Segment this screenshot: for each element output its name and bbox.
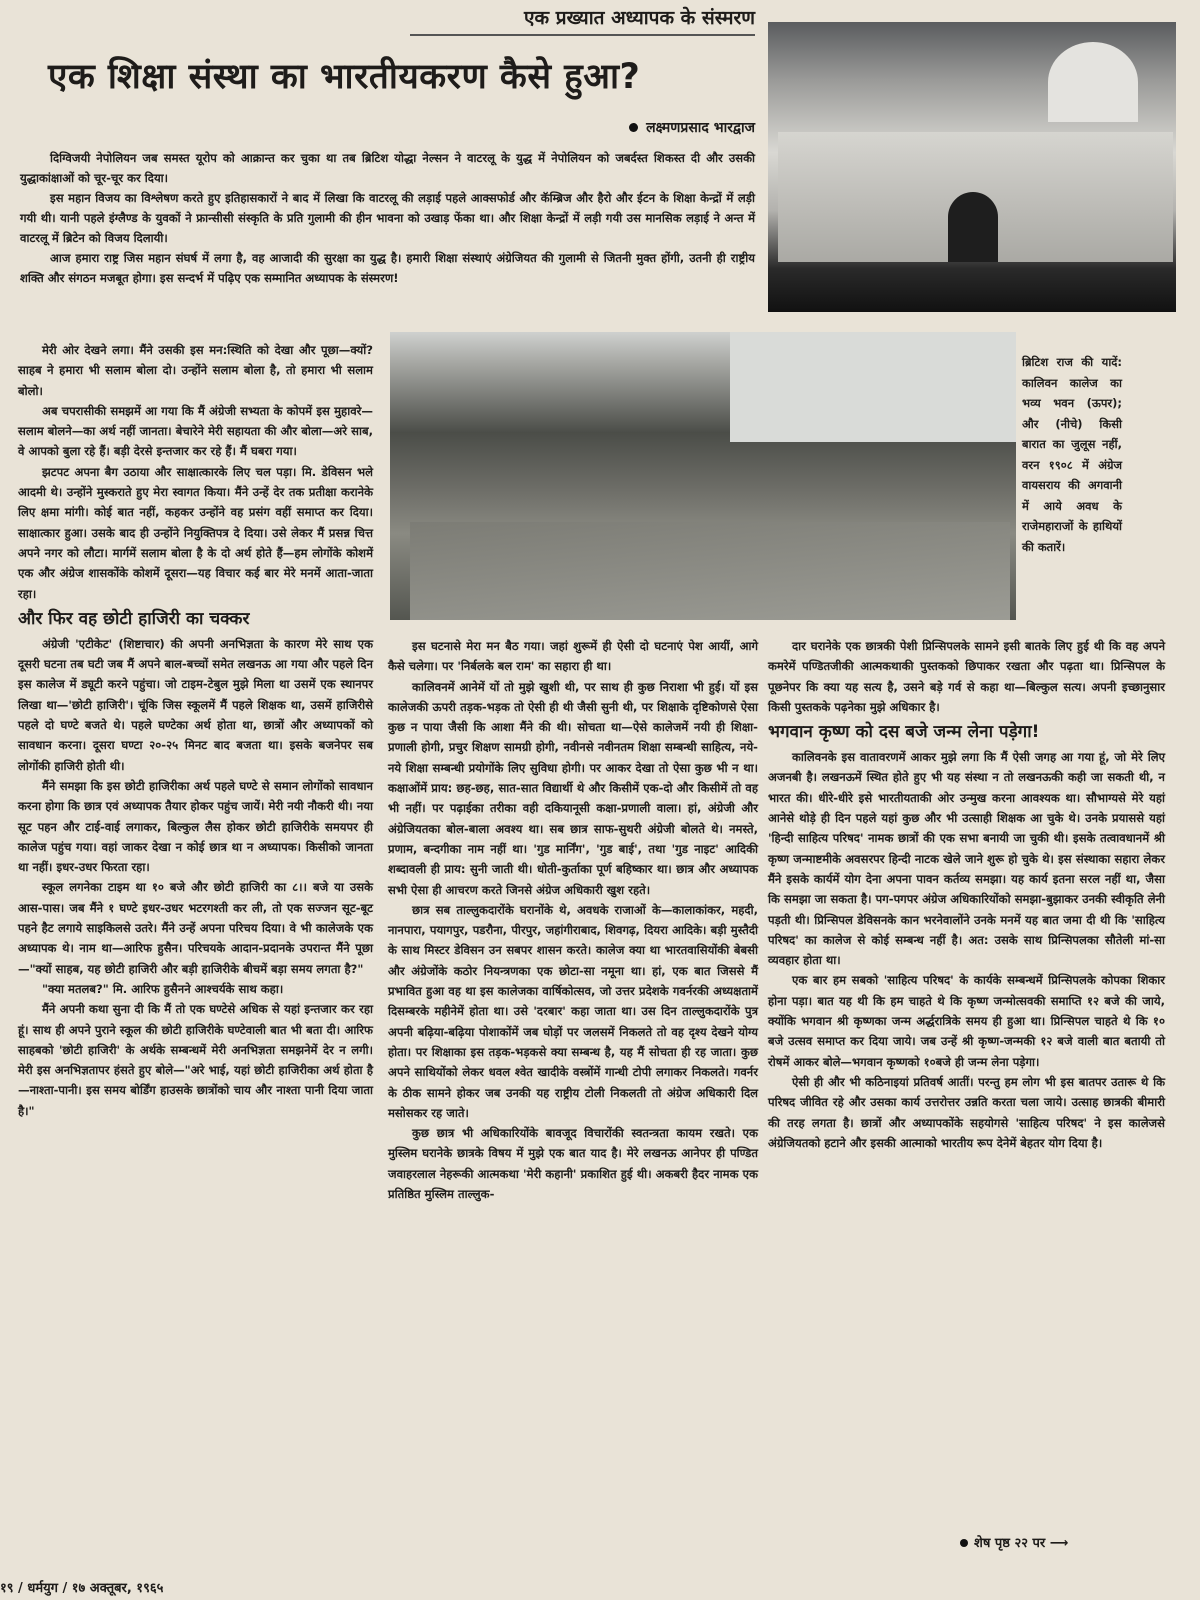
arrow-right-icon: ⟶ bbox=[1049, 1536, 1069, 1551]
body-paragraph: मैंने अपनी कथा सुना दी कि मैं तो एक घण्टेसे अधिक से यहां इन्तजार कर रहा हूं। साथ ही अपने पुराने स्कूल की छोटी हाजिरीके घण्टेवाली बात भी बता दी। आरिफ साहबको 'छोटी हाजिरी' के अर्थके सम्बन्धमें मेरी अनभिज्ञता समझनेमें देर न लगी। मेरी इस अनभिज्ञतापर हंसते हुए बोले—"अरे भाई, यहां छोटी हाजिरीका अर्थ होता है—नाश्ता-पानी। इस समय बोर्डिंग हाउसके छात्रोंको चाय और नाश्ता पानी दिया जाता है।" bbox=[18, 1002, 373, 1118]
body-paragraph: ऐसी ही और भी कठिनाइयां प्रतिवर्ष आतीं। परन्तु हम लोग भी इस बातपर उतारू थे कि परिषद जीवित रहे और उसका कार्य उत्तरोत्तर उन्नति करता चला जाये। उत्साह छात्रकी बीमारी की तरह लगता है। छात्रों और अध्यापकोंके सहयोगसे 'साहित्य परिषद' ने इस कालेजसे अंग्रेजियतको हटाने और इसकी आत्माको भारतीय रूप देनेमें बेहतर योग दिया है। bbox=[768, 1074, 1165, 1150]
article-intro bbox=[20, 148, 755, 288]
photo-arch bbox=[948, 192, 998, 262]
body-paragraph: छात्र सब ताल्लुकदारोंके घरानोंके थे, अवधके राजाओं के—कालाकांकर, महदी, नानपारा, पयागपुर, पडरौना, पीरपुर, जहांगीराबाद, शिवगढ़, दियरा आदिके। बड़ी मुस्तैदी के साथ मिस्टर डेविसन उन सबपर शासन करते। कालेज क्या था भारतवासियोंकी बेबसी और अंग्रेजोंके कठोर नियन्त्रणका एक छोटा-सा नमूना था। हां, एक बात जिससे मैं प्रभावित हुआ वह था इस कालेजका वार्षिकोत्सव, जो उत्तर प्रदेशके गवर्नरकी अध्यक्षतामें दिसम्बरके महीनेमें होता था। उसे 'दरबार' कहा जाता था। उस दिन ताल्लुकदारोंके पुत्र अपनी बढ़िया-बढ़िया पोशाकोंमें जब घोड़ों पर जलसमें निकलते तो वह दृश्य देखने योग्य होता। पर शिक्षाका इस तड़क-भड़कसे क्या सम्बन्ध है, यह मैं सोचता ही रह जाता। कुछ अपने साथियोंको लेकर धवल श्वेत खादीके वस्त्रोंमें गान्धी टोपी लगाकर निकलते। गवर्नर के ठीक सामने होकर जब उनकी यह राष्ट्रीय टोली निकलती तो अंग्रेज अधिकारी दिल मसोसकर रह जाते। bbox=[388, 902, 758, 1120]
bullet-icon bbox=[960, 1539, 968, 1547]
body-paragraph: दार घरानेके एक छात्रकी पेशी प्रिन्सिपलके सामने इसी बातके लिए हुई थी कि वह अपने कमरेमें पण्डितजीकी आत्मकथाकी पुस्तकको छिपाकर रखता और पढ़ता था। प्रिन्सिपल के पूछनेपर कि क्या यह सत्य है, उसने बड़े गर्व से कहा था—बिल्कुल सत्य। अपनी इच्छानुसार किसी पुस्तकके पढ़नेका मुझे अधिकार है। bbox=[768, 639, 1165, 714]
body-paragraph: कुछ छात्र भी अधिकारियोंके बावजूद विचारोंकी स्वतन्त्रता कायम रखते। एक मुस्लिम घरानेके छात्रके विषय में मुझे एक बात याद है। मेरे लखनऊ आनेपर ही पण्डित जवाहरलाल नेहरूकी आत्मकथा 'मेरी कहानी' प्रकाशित हुई थी। अकबरी हैदर नामक एक प्रतिष्ठित मुस्लिम ताल्लुक- bbox=[388, 1126, 758, 1202]
body-paragraph: झटपट अपना बैग उठाया और साक्षात्कारके लिए चल पड़ा। मि. डेविसन भले आदमी थे। उन्होंने मुस्कराते हुए मेरा स्वागत किया। मैंने उन्हें देर तक प्रतीक्षा करानेके लिए क्षमा मांगी। कोई बात नहीं, कहकर उन्होंने वह प्रसंग वहीं समाप्त कर दिया। साक्षात्कार हुआ। उसके बाद ही उन्होंने नियुक्तिपत्र दे दिया। उसे लेकर मैं प्रसन्न चित्त अपने नगर को लौटा। मार्गमें सलाम बोला है के दो अर्थ होते हैं—हम लोगोंके कोशमें एक और अंग्रेज शासकोंके कोशमें दूसरा—यह विचार कई बार मेरे मनमें आता-जाता रहा। bbox=[18, 464, 373, 601]
body-paragraph: स्कूल लगनेका टाइम था १० बजे और छोटी हाजिरी का ८।। बजे या उसके आस-पास। जब मैंने १ घण्टे इधर-उधर भटरगश्ती कर ली, तो एक सज्जन सूट-बूट पहने हैट लगाये साइकिलसे उतरे। मैंने उन्हें अपना परिचय दिया। वे भी कालेजके एक अध्यापक थे। नाम था—आरिफ हुसैन। परिचयके आदान-प्रदानके उपरान्त मैंने पूछा—"क्यों साहब, यह छोटी हाजिरी और बड़ी हाजिरीके बीचमें बड़ा समय लगता है?" bbox=[18, 880, 373, 976]
bullet-icon bbox=[629, 123, 638, 132]
body-paragraph: "क्या मतलब?" मि. आरिफ हुसैनने आश्चर्यके साथ कहा। bbox=[42, 981, 284, 996]
body-paragraph: मेरी ओर देखने लगा। मैंने उसकी इस मन:स्थिति को देखा और पूछा—क्यों? साहब ने हमारा भी सलाम बोला दो। उन्होंने सलाम बोला है, तो हमारा भी सलाम बोलो। bbox=[18, 343, 373, 398]
article-title: एक शिक्षा संस्था का भारतीयकरण कैसे हुआ? bbox=[48, 57, 641, 97]
body-paragraph: अब चपरासीकी समझमें आ गया कि मैं अंग्रेजी सभ्यता के कोपमें इस मुहावरे—सलाम बोलने—का अर्थ नहीं जानता। बेचारेने मेरी सहायता की और बोला—अरे साब, वे आपको बुला रहे हैं। बड़ी देरसे इन्तजार कर रहे हैं। मैं घबरा गया। bbox=[18, 403, 373, 459]
continued-text: शेष पृष्ठ २२ पर bbox=[974, 1536, 1046, 1551]
column-right bbox=[768, 636, 1165, 1153]
body-paragraph: इस घटनासे मेरा मन बैठ गया। जहां शुरूमें ही ऐसी दो घटनाएं पेश आयीं, आगे कैसे चलेगा। पर 'निर्बलके बल राम' का सहारा ही था। bbox=[388, 639, 758, 674]
body-paragraph: अंग्रेजी 'एटीकेट' (शिष्टाचार) की अपनी अनभिज्ञता के कारण मेरे साथ एक दूसरी घटना तब घटी जब मैं अपने बाल-बच्चों समेत लखनऊ आ गया और पहले दिन इस कालेज में ड्यूटी करने पहुंचा। जो टाइम-टेबुल मुझे मिला था उसमें एक स्थानपर लिखा था—'छोटी हाजिरी'। चूंकि जिस स्कूलमें मैं पहले शिक्षक था, उसमें हाजिरीसे पहले दो घण्टे बजते थे। पहले घण्टेका अर्थ होता था, छात्रों और अध्यापकों को सावधान करना। दूसरा घण्टा २०-२५ मिनट बाद बजता था। इसके बजनेपर सब लोगोंकी हाजिरी होती थी। bbox=[18, 636, 373, 773]
section-heading: भगवान कृष्ण को दस बजे जन्म लेना पड़ेगा! bbox=[768, 722, 1040, 743]
college-building-photo bbox=[768, 22, 1176, 312]
continued-note bbox=[960, 1533, 1068, 1551]
intro-paragraph: दिग्विजयी नेपोलियन जब समस्त यूरोप को आक्रान्त कर चुका था तब ब्रिटिश योद्धा नेल्सन ने वाटरलू के युद्ध में नेपोलियन को जबर्दस्त शिकस्त दी और उसकी युद्धाकांक्षाओं को चूर-चूर कर दिया। bbox=[20, 151, 755, 185]
intro-paragraph: आज हमारा राष्ट्र जिस महान संघर्ष में लगा है, वह आजादी की सुरक्षा का युद्ध है। हमारी शिक्षा संस्थाएं अंग्रेजियत की गुलामी से जितनी मुक्त होंगी, उतनी ही राष्ट्रीय शक्ति और संगठन मजबूत होगा। इस सन्दर्भ में पढ़िए एक सम्मानित अध्यापक के संस्मरण! bbox=[20, 251, 755, 285]
intro-paragraph: इस महान विजय का विश्लेषण करते हुए इतिहासकारों ने बाद में लिखा कि वाटरलू की लड़ाई पहले आक्सफोर्ड और कॅम्ब्रिज और हैरो और ईटन के शिक्षा केन्द्रों में लड़ी गयी थी। यानी पहले इंग्लैण्ड के युवकों ने फ्रान्सीसी संस्कृति के प्रति गुलामी की हीन भावना को उखाड़ फेंका था। और शिक्षा केन्द्रों में लड़ी गयी उस मानसिक लड़ाई ने अन्त में वाटरलू में ब्रिटेन को विजय दिलायी। bbox=[20, 191, 755, 245]
body-paragraph: एक बार हम सबको 'साहित्य परिषद' के कार्यके सम्बन्धमें प्रिन्सिपलके कोपका शिकार होना पड़ा। बात यह थी कि हम चाहते थे कि कृष्ण जन्मोत्सवकी समाप्ति १२ बजे की जाये, क्योंकि भगवान श्री कृष्णका जन्म अर्द्धरात्रिके समय ही हुआ था। प्रिन्सिपल चाहते थे कि १० बजे उत्सव समाप्त कर दिया जाये। जब उन्हें श्री कृष्ण-जन्मकी १२ बजे वाली बात बतायी तो रोषमें आकर बोले—भगवान कृष्णको १०बजे ही जन्म लेना पड़ेगा। bbox=[768, 973, 1165, 1069]
elephant-procession-photo bbox=[390, 332, 1016, 620]
body-paragraph: मैंने समझा कि इस छोटी हाजिरीका अर्थ पहले घण्टे से समान लोगोंको सावधान करना होगा कि छात्र एवं अध्यापक तैयार होकर पहुंच जायें। मेरी नयी नौकरी थी। नया सूट पहन और टाई-वाई लगाकर, बिल्कुल लैस होकर छोटी हाजिरीके समयपर ही कालेज पहुंच गया। वहां जाकर देखा न कोई छात्र था न अध्यापक। किसीको जानता था नहीं। इधर-उधर फिरता रहा। bbox=[18, 778, 373, 875]
photo-dome bbox=[1048, 42, 1138, 122]
column-middle bbox=[388, 636, 758, 1204]
photo-caption: ब्रिटिश राज की यादें: कालिवन कालेज का भव्य भवन (ऊपर); और (नीचे) किसी बारात का जुलूस नहीं, वरन १९०८ में अंग्रेज वायसराय की अगवानी में आये अवध के राजेमहाराजों के हाथियों की कतारें। bbox=[1022, 355, 1122, 554]
body-paragraph: कालिवनमें आनेमें यों तो मुझे खुशी थी, पर साथ ही कुछ निराशा भी हुई। यों इस कालेजकी ऊपरी तड़क-भड़क तो ऐसी ही थी जैसी सुनी थी, पर शिक्षाके दृष्टिकोणसे ऐसा कुछ न पाया जैसी कि आशा मैंने की थी। सोचता था—ऐसे कालेजमें नयी ही शिक्षा-प्रणाली होगी, प्रचुर शिक्षण सामग्री होगी, नवीनसे नवीनतम शिक्षा सम्बन्धी साहित्य, नये-नये शिक्षा सम्बन्धी प्रयोगोंके लिए सुविधा होगी। पर आकर देखा तो ऐसा कुछ भी न था। कक्षाओंमें प्राय: छह-छह, सात-सात विद्यार्थी थे और किसीमें एक-दो और किसीमें तो वह भी नहीं। पर पढ़ाईका तरीका वही दकियानूसी कक्षा-प्रणाली वाला। हां, अंग्रेजी और अंग्रेजियतका बोल-बाला अवश्य था। सब छात्र साफ-सुथरी अंग्रेजी बोलते थे। नमस्ते, प्रणाम, बन्दगीका नाम नहीं था। 'गुड मार्निंग', 'गुड बाई', तथा 'गुड नाइट' आदिकी शब्दावली ही प्राय: सुनी जाती थी। धोती-कुर्ताका पूर्ण बहिष्कार था। छात्र और अध्यापक सभी ऐसा ही आचरण करते जिनसे अंग्रेज अधिकारी खुश रहते। bbox=[388, 679, 758, 897]
section-heading: और फिर वह छोटी हाजिरी का चक्कर bbox=[18, 608, 250, 629]
author-name: लक्ष्मणप्रसाद भारद्वाज bbox=[646, 120, 755, 136]
body-paragraph: कालिवनके इस वातावरणमें आकर मुझे लगा कि मैं ऐसी जगह आ गया हूं, जो मेरे लिए अजनबी है। लखनऊमें स्थित होते हुए भी यह संस्था न तो लखनऊकी कही जा सकती थी, न भारत की। धीरे-धीरे इसे भारतीयताकी ओर उन्मुख करना आवश्यक था। सौभाग्यसे मेरे यहां आनेसे थोड़े ही दिन पहले यहां कुछ और भी उत्साही शिक्षक आ चुके थे। उनके प्रयाससे यहां 'हिन्दी साहित्य परिषद' नामक छात्रों की एक सभा बनायी जा चुकी थी। इसके तत्वावधानमें श्री कृष्ण जन्माष्टमीके अवसरपर हिन्दी नाटक खेले जाने शुरू हो चुके थे। इस संस्थाका सहारा लेकर मैंने इसके कार्यमें योग देना अपना पावन कर्तव्य समझा। यह कार्य इतना सरल नहीं था, जैसा कि समझा जा सकता है। पग-पगपर अंग्रेज अधिकारियोंको समझा-बुझाकर उनकी स्वीकृति लेनी पड़ती थी। प्रिन्सिपल डेविसनके कान भरनेवालोंने उनके मनमें यह बात जमा दी थी कि 'साहित्य परिषद' का कालेज से कोई सम्बन्ध नहीं है। अत: उसके साथ प्रिन्सिपलका सौतेली मां-सा व्यवहार होता था। bbox=[768, 750, 1165, 968]
column-left bbox=[18, 340, 373, 1121]
photo-road bbox=[410, 522, 1010, 620]
photo-sky bbox=[730, 332, 1016, 442]
author-byline bbox=[540, 118, 755, 137]
article-kicker: एक प्रख्यात अध्यापक के संस्मरण bbox=[410, 4, 755, 36]
page-footer: १९ / धर्मयुग / १७ अक्तूबर, १९६५ bbox=[0, 1581, 164, 1596]
